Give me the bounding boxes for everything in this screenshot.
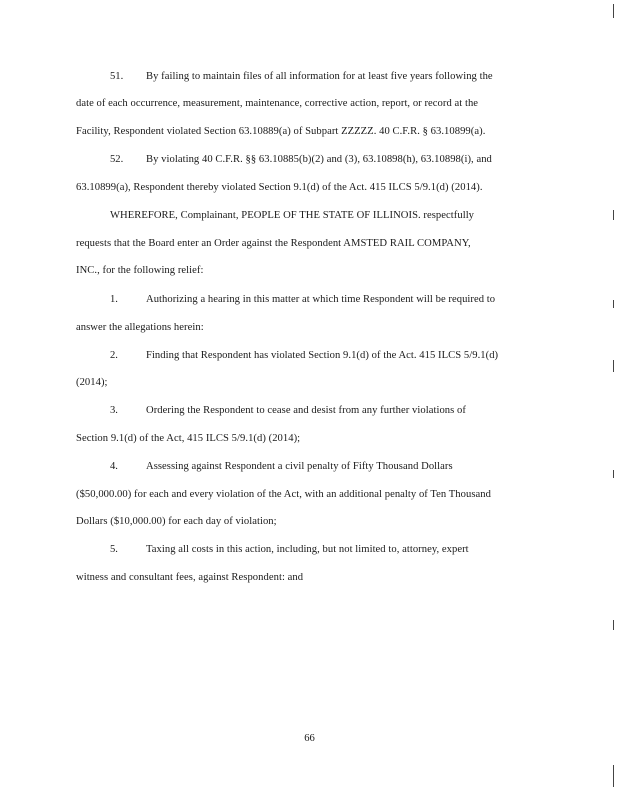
relief-4-line-1: Assessing against Respondent a civil penalty of Fifty Thousand Dollars bbox=[146, 461, 453, 472]
relief-5-number: 5. bbox=[110, 544, 118, 555]
paragraph-52-line-2: 63.10899(a), Respondent thereby violated Section 9.1(d) of the Act. 415 ILCS 5/9.1(d) (2014). bbox=[76, 182, 483, 193]
wherefore-line-3: INC., for the following relief: bbox=[76, 265, 204, 276]
scan-edge-mark bbox=[613, 470, 614, 478]
relief-2-line-1: Finding that Respondent has violated Section 9.1(d) of the Act. 415 ILCS 5/9.1(d) bbox=[146, 350, 499, 361]
scan-edge-mark bbox=[613, 620, 614, 630]
relief-5-line-2: witness and consultant fees, against Respondent: and bbox=[76, 572, 304, 583]
relief-2-number: 2. bbox=[110, 350, 118, 361]
scan-edge-mark bbox=[613, 300, 614, 308]
paragraph-51-line-2: date of each occurrence, measurement, maintenance, corrective action, report, or record at the bbox=[76, 98, 479, 109]
paragraph-51-line-3: Facility, Respondent violated Section 63.10889(a) of Subpart ZZZZZ. 40 C.F.R. § 63.10899(a). bbox=[76, 126, 486, 137]
relief-3-number: 3. bbox=[110, 405, 118, 416]
wherefore-line-2: requests that the Board enter an Order against the Respondent AMSTED RAIL COMPANY, bbox=[76, 238, 471, 249]
page-number: 66 bbox=[304, 733, 315, 744]
paragraph-51-number: 51. bbox=[110, 71, 124, 82]
relief-3-line-2: Section 9.1(d) of the Act, 415 ILCS 5/9.1(d) (2014); bbox=[76, 433, 301, 444]
relief-1-line-1: Authorizing a hearing in this matter at which time Respondent will be required to bbox=[146, 294, 496, 305]
paragraph-52-number: 52. bbox=[110, 154, 124, 165]
relief-1-line-2: answer the allegations herein: bbox=[76, 322, 204, 333]
scan-edge-mark bbox=[613, 360, 614, 372]
paragraph-52-line-1: By violating 40 C.F.R. §§ 63.10885(b)(2) and (3), 63.10898(h), 63.10898(i), and bbox=[146, 154, 492, 165]
relief-2-line-2: (2014); bbox=[76, 377, 108, 388]
scan-edge-mark bbox=[613, 4, 614, 18]
scan-edge-mark bbox=[613, 765, 614, 787]
relief-1-number: 1. bbox=[110, 294, 118, 305]
relief-3-line-1: Ordering the Respondent to cease and desist from any further violations of bbox=[146, 405, 466, 416]
wherefore-line-1: WHEREFORE, Complainant, PEOPLE OF THE STATE OF ILLINOIS. respectfully bbox=[110, 210, 475, 221]
relief-4-line-2: ($50,000.00) for each and every violation of the Act, with an additional penalty of Ten Thousand bbox=[76, 489, 491, 500]
relief-4-number: 4. bbox=[110, 461, 118, 472]
paragraph-51-line-1: By failing to maintain files of all information for at least five years following the bbox=[146, 71, 493, 82]
relief-4-line-3: Dollars ($10,000.00) for each day of violation; bbox=[76, 516, 277, 527]
scan-edge-mark bbox=[613, 210, 614, 220]
relief-5-line-1: Taxing all costs in this action, including, but not limited to, attorney, expert bbox=[146, 544, 469, 555]
